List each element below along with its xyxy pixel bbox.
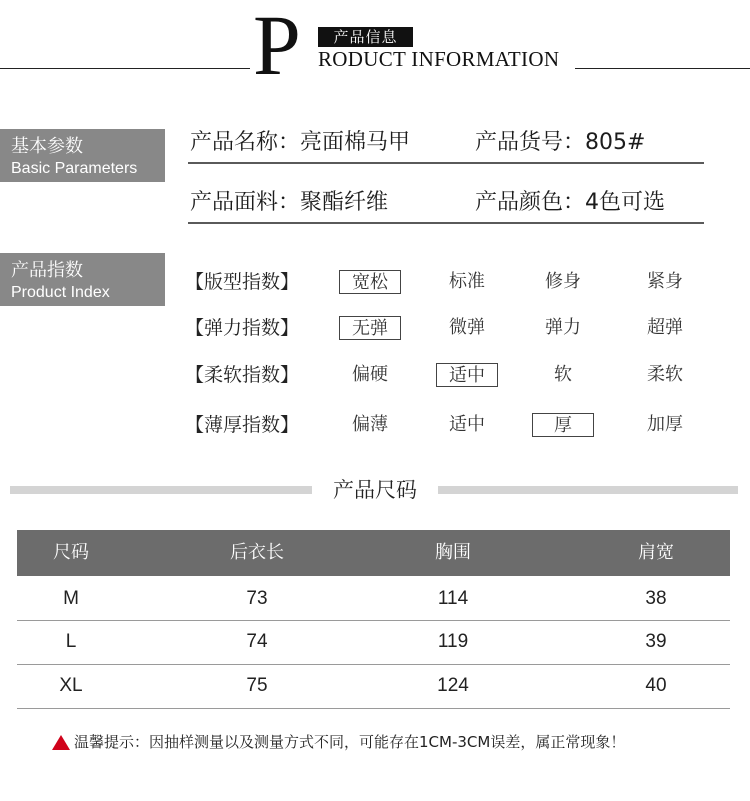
size-table-cell: 38 [645, 588, 667, 609]
index-option: 弹力 [545, 317, 581, 338]
header-rule-left [0, 68, 250, 69]
size-title-bar-left [10, 486, 312, 494]
size-table-header-cell: 肩宽 [638, 542, 674, 563]
index-option-selected: 适中 [436, 363, 498, 387]
measurement-note: 温馨提示：因抽样测量以及测量方式不同，可能存在1CM-3CM误差，属正常现象！ [74, 733, 626, 751]
header-big-letter: P [253, 0, 301, 93]
index-row-label: 【薄厚指数】 [185, 414, 300, 436]
index-option: 修身 [545, 271, 581, 292]
index-option: 紧身 [647, 271, 683, 292]
basic-parameters-tag-en: Basic Parameters [11, 160, 138, 177]
index-option-selected: 宽松 [339, 270, 401, 294]
header-title-en: RODUCT INFORMATION [318, 47, 560, 71]
index-option-selected: 厚 [532, 413, 594, 437]
index-option: 标准 [449, 271, 485, 292]
size-table-cell: 74 [246, 631, 268, 652]
size-title-bar-right [438, 486, 738, 494]
product-index-tag [0, 253, 165, 306]
size-table-header-cell: 尺码 [53, 542, 89, 563]
size-table-cell: 73 [246, 588, 268, 609]
index-option-selected: 无弹 [339, 316, 401, 340]
size-table-cell: 40 [645, 675, 667, 696]
index-row-label: 【弹力指数】 [185, 317, 300, 339]
size-table-cell: M [63, 588, 79, 609]
size-table-cell: 75 [246, 675, 268, 696]
header-title-cn: 产品信息 [318, 27, 413, 47]
size-table-header-cell: 后衣长 [230, 542, 284, 563]
product-name: 产品名称：亮面棉马甲 [190, 130, 411, 155]
size-table-cell: 119 [437, 631, 469, 652]
warning-triangle-icon [52, 735, 70, 750]
index-row-label: 【柔软指数】 [185, 364, 300, 386]
index-option: 柔软 [647, 364, 683, 385]
header-rule-right [575, 68, 750, 69]
product-index-tag-en: Product Index [11, 284, 110, 301]
index-option: 微弹 [449, 317, 485, 338]
product-material: 产品面料：聚酯纤维 [190, 190, 389, 215]
size-table-row-divider [17, 708, 730, 709]
product-index-tag-cn: 产品指数 [11, 260, 83, 281]
size-table-cell: L [65, 631, 77, 652]
basic-parameters-tag-cn: 基本参数 [11, 136, 83, 157]
param-underline-1 [188, 162, 704, 164]
index-option: 偏薄 [352, 414, 388, 435]
index-option: 适中 [449, 414, 485, 435]
size-table-cell: XL [59, 675, 83, 696]
size-section-title: 产品尺码 [333, 478, 417, 502]
size-table-cell: 39 [645, 631, 667, 652]
index-option: 加厚 [647, 414, 683, 435]
basic-parameters-tag [0, 129, 165, 182]
index-option: 偏硬 [352, 364, 388, 385]
product-color: 产品颜色：4色可选 [475, 190, 665, 215]
index-option: 软 [554, 364, 572, 385]
index-option: 超弹 [647, 317, 683, 338]
index-row-label: 【版型指数】 [185, 271, 300, 293]
size-table-header-cell: 胸围 [435, 542, 471, 563]
size-table-cell: 114 [437, 588, 469, 609]
param-underline-2 [188, 222, 704, 224]
product-sku: 产品货号：805# [475, 130, 646, 155]
size-table-cell: 124 [437, 675, 469, 696]
